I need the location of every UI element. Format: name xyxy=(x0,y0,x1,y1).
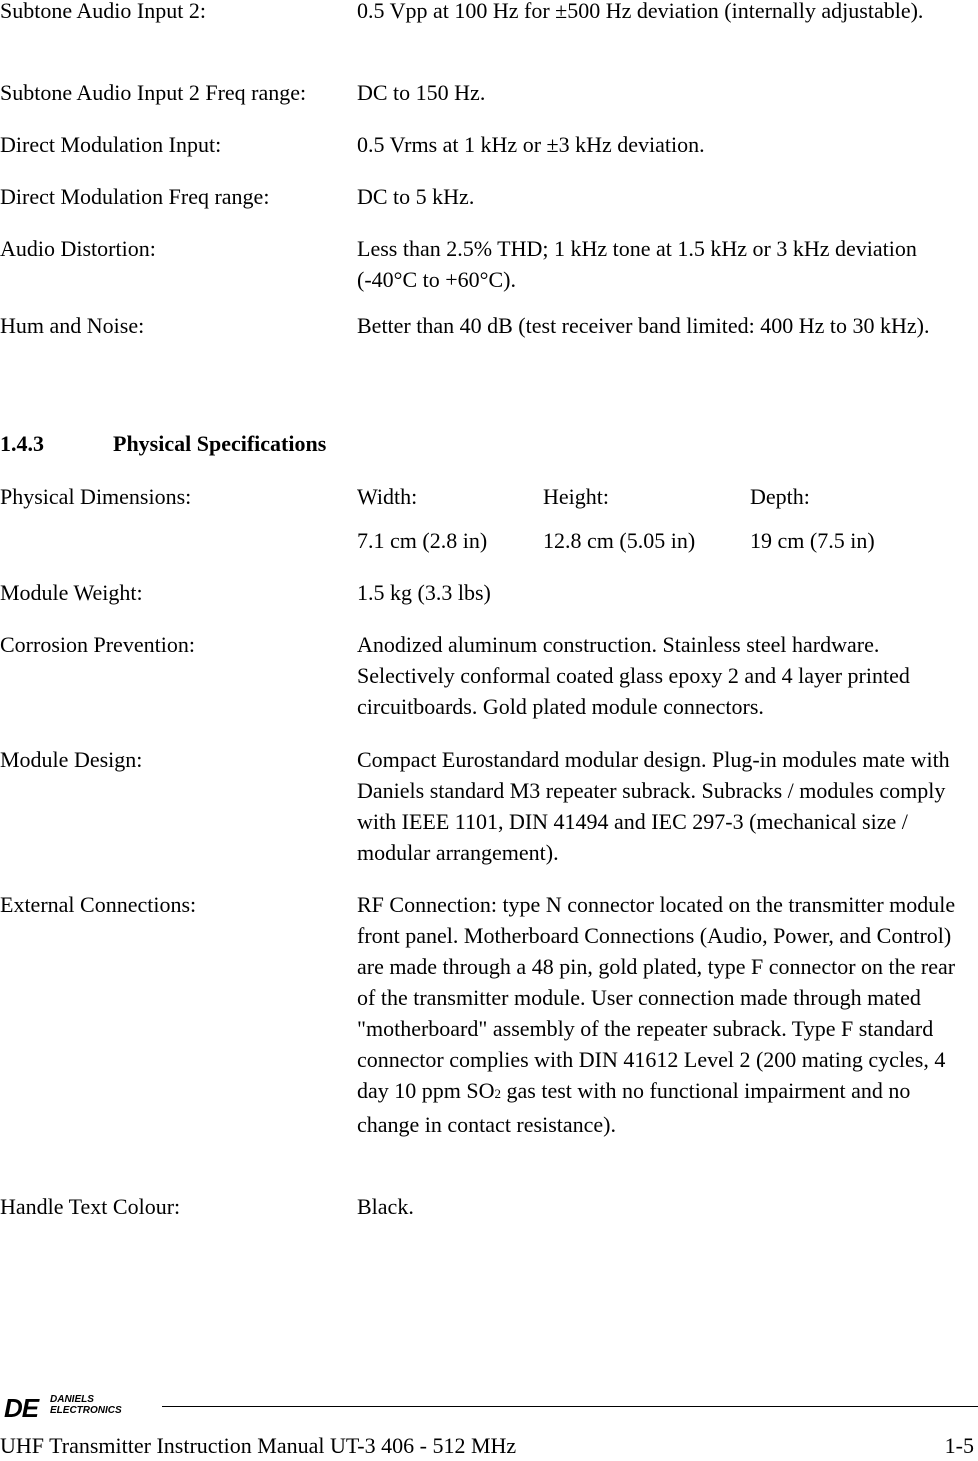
footer-rule xyxy=(162,1406,978,1407)
width-label: Width: xyxy=(357,484,418,509)
spec-value: Compact Eurostandard modular design. Plug-in modules mate with Daniels standard M3 repeater subrack. Subracks / modules comply with IEEE 1101, DIN 41494 and IEC 297-3 (mechanical size / modular arrangement). xyxy=(357,747,950,865)
spec-label: Hum and Noise: xyxy=(0,313,145,338)
spec-value: Better than 40 dB (test receiver band limited: 400 Hz to 30 kHz). xyxy=(357,313,930,338)
depth-label: Depth: xyxy=(750,484,810,509)
depth-value: 19 cm (7.5 in) xyxy=(750,528,875,553)
logo-letters: DE xyxy=(4,1393,39,1423)
manual-title: UHF Transmitter Instruction Manual UT-3 406 - 512 MHz xyxy=(0,1433,517,1458)
spec-value: DC to 5 kHz. xyxy=(357,184,475,209)
spec-value: DC to 150 Hz. xyxy=(357,80,486,105)
spec-value: 1.5 kg (3.3 lbs) xyxy=(357,580,491,605)
spec-value-part: gas test with no functional impairment and no change in contact resistance). xyxy=(357,1078,911,1137)
spec-value xyxy=(357,889,977,1140)
spec-label: Subtone Audio Input 2 Freq range: xyxy=(0,80,307,105)
spec-label: External Connections: xyxy=(0,892,197,917)
spec-value: 0.5 Vrms at 1 kHz or ±3 kHz deviation. xyxy=(357,132,705,157)
spec-label: Handle Text Colour: xyxy=(0,1194,181,1219)
spec-value: Anodized aluminum construction. Stainless steel hardware. Selectively conformal coated glass epoxy 2 and 4 layer printed circuitboards. Gold plated module connectors. xyxy=(357,632,910,719)
page-number: 1-5 xyxy=(944,1433,974,1458)
width-value: 7.1 cm (2.8 in) xyxy=(357,528,488,553)
section-title: Physical Specifications xyxy=(113,431,327,456)
spec-label: Module Design: xyxy=(0,747,143,772)
height-value: 12.8 cm (5.05 in) xyxy=(543,528,696,553)
spec-value-part: RF Connection: type N connector located on the transmitter module front panel. Motherboard Connections (Audio, Power, and Control) are made through a 48 pin, gold plated, type F connector on the rear of the transmitter module. User connection made through mated "motherboard" assembly of the repeater subrack. Type F standard connector complies with DIN 41612 Level 2 (200 mating cycles, 4 day 10 ppm SO xyxy=(357,892,956,1103)
spec-label: Physical Dimensions: xyxy=(0,484,192,509)
logo-line-1: DANIELS xyxy=(50,1394,94,1405)
spec-label: Subtone Audio Input 2: xyxy=(0,0,206,23)
subscript-2: 2 xyxy=(494,1086,501,1101)
spec-label: Audio Distortion: xyxy=(0,236,156,261)
logo-company-name xyxy=(50,1394,122,1416)
logo-line-2: ELECTRONICS xyxy=(50,1405,122,1416)
section-number: 1.4.3 xyxy=(0,431,44,456)
spec-value: Less than 2.5% THD; 1 kHz tone at 1.5 kHz or 3 kHz deviation (-40°C to +60°C). xyxy=(357,236,917,292)
spec-label: Direct Modulation Input: xyxy=(0,132,222,157)
height-label: Height: xyxy=(543,484,609,509)
spec-label: Corrosion Prevention: xyxy=(0,632,195,657)
spec-label: Module Weight: xyxy=(0,580,143,605)
spec-label: Direct Modulation Freq range: xyxy=(0,184,270,209)
spec-value: 0.5 Vpp at 100 Hz for ±500 Hz deviation (internally adjustable). xyxy=(357,0,924,23)
spec-value: Black. xyxy=(357,1194,414,1219)
